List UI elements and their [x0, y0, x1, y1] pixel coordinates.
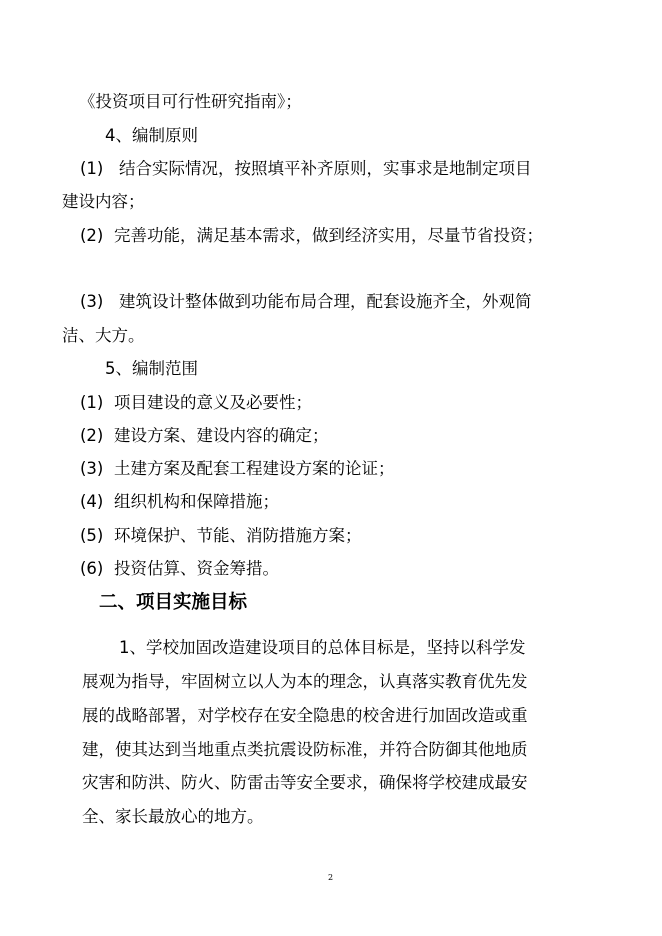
scope-6-text: 投资估算、资金筹措。 [114, 559, 279, 578]
section-5-title: 5、编制范围 [105, 359, 198, 378]
chapter-2-heading: 二、项目实施目标 [99, 592, 248, 613]
scope-2-number: (2) [80, 426, 104, 445]
scope-2-text: 建设方案、建设内容的确定； [114, 426, 329, 445]
scope-6-number: (6) [80, 559, 104, 578]
section-4-title: 4、编制原则 [105, 126, 198, 145]
scope-1-number: (1) [80, 393, 104, 412]
goal-paragraph-line-6: 全、家长最放心的地方。 [82, 807, 264, 826]
principle-2-number: (2) [80, 226, 104, 245]
principle-3-line-1: 建筑设计整体做到功能布局合理，配套设施齐全，外观简 [119, 292, 532, 311]
goal-paragraph-line-5: 灾害和防洪、防火、防雷击等安全要求，确保将学校建成最安 [82, 773, 528, 792]
scope-1-text: 项目建设的意义及必要性； [114, 393, 312, 412]
goal-paragraph-line-1: 1、学校加固改造建设项目的总体目标是，坚持以科学发 [119, 638, 526, 657]
page-number: 2 [328, 873, 334, 882]
principle-1-number: (1) [80, 159, 104, 178]
scope-4-text: 组织机构和保障措施； [114, 492, 279, 511]
scope-5-number: (5) [80, 526, 104, 545]
principle-1-line-2: 建设内容； [62, 192, 145, 211]
scope-5-text: 环境保护、节能、消防措施方案； [114, 526, 362, 545]
scope-3-text: 土建方案及配套工程建设方案的论证； [114, 459, 395, 478]
scope-3-number: (3) [80, 459, 104, 478]
scope-4-number: (4) [80, 492, 104, 511]
principle-3-line-2: 洁、大方。 [62, 326, 145, 345]
goal-paragraph-line-4: 建，使其达到当地重点类抗震设防标准，并符合防御其他地质 [82, 740, 528, 759]
principle-2-line-1: 完善功能，满足基本需求，做到经济实用，尽量节省投资； [114, 226, 543, 245]
guideline-reference: 《投资项目可行性研究指南》； [79, 92, 302, 111]
goal-paragraph-line-3: 展的战略部署，对学校存在安全隐患的校舍进行加固改造或重 [82, 706, 528, 725]
goal-paragraph-line-2: 展观为指导，牢固树立以人为本的理念，认真落实教育优先发 [82, 672, 528, 691]
principle-3-number: (3) [80, 292, 104, 311]
principle-1-line-1: 结合实际情况，按照填平补齐原则，实事求是地制定项目 [119, 159, 532, 178]
